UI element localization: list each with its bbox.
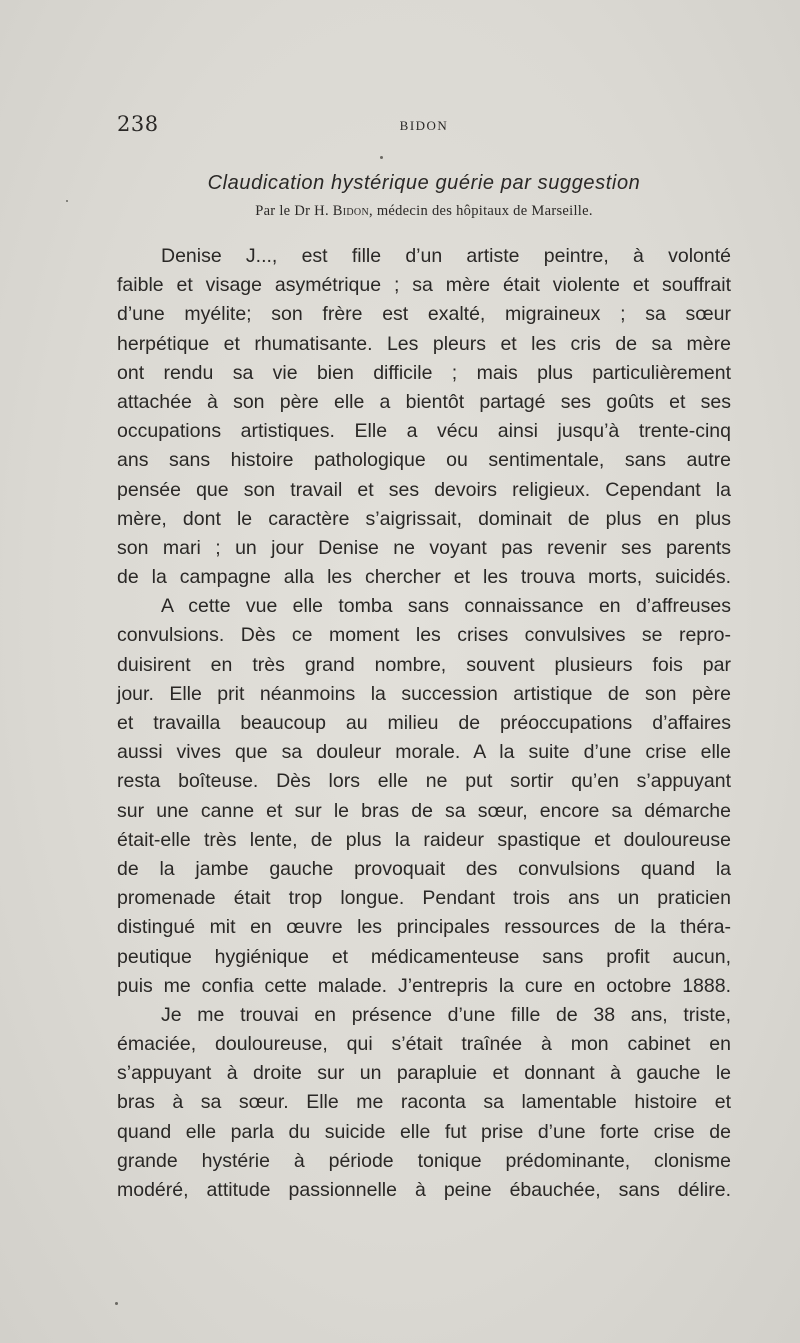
text-line: occupations artistiques. Elle a vécu ainsi jusqu’à trente-cinq [117, 420, 731, 443]
text-line: convulsions. Dès ce moment les crises convulsives se repro- [117, 624, 731, 647]
text-line: s’appuyant à droite sur un parapluie et donnant à gauche le [117, 1062, 731, 1085]
text-line: attachée à son père elle a bientôt partagé ses goûts et ses [117, 390, 731, 413]
text-line: son mari ; un jour Denise ne voyant pas revenir ses parents [117, 536, 731, 559]
page-number: 238 [117, 112, 159, 136]
text-line: ont rendu sa vie bien difficile ; mais plus particulièrement [117, 361, 731, 384]
byline [117, 203, 731, 220]
article-title: Claudication hystérique guérie par suggestion [207, 172, 641, 194]
text-line: aussi vives que sa douleur morale. A la suite d’une crise elle [117, 741, 731, 764]
paper-speck [66, 200, 68, 202]
text-line: faible et visage asymétrique ; sa mère était violente et souffrait [117, 274, 731, 297]
byline-author: Bidon [332, 203, 369, 219]
text-line: ans sans histoire pathologique ou sentimentale, sans autre [117, 449, 731, 472]
text-line: puis me confia cette malade. J’entrepris la cure en octobre 1888. [117, 974, 731, 997]
running-title: BIDON [399, 118, 449, 133]
text-line: resta boîteuse. Dès lors elle ne put sortir qu’en s’appuyant [117, 770, 731, 793]
paper-speck [115, 1302, 118, 1305]
text-line: émaciée, douloureuse, qui s’était traînée à mon cabinet en [117, 1033, 731, 1056]
running-head [117, 112, 731, 142]
text-line: était-elle très lente, de plus la raideur spastique et douloureuse [117, 828, 731, 851]
byline-suffix: , médecin des hôpitaux de Marseille. [368, 203, 593, 219]
byline-prefix: Par le Dr H. [255, 203, 333, 219]
text-line: pensée que son travail et ses devoirs religieux. Cependant la [117, 478, 731, 501]
text-line: A cette vue elle tomba sans connaissance en d’affreuses [161, 595, 731, 618]
text-line: modéré, attitude passionnelle à peine ébauchée, sans délire. [117, 1179, 731, 1201]
text-line: sur une canne et sur le bras de sa sœur, encore sa démarche [117, 799, 731, 822]
text-line: d’une myélite; son frère est exalté, migraineux ; sa sœur [117, 303, 731, 326]
text-line: grande hystérie à période tonique prédominante, clonisme [117, 1149, 731, 1172]
text-line: duisirent en très grand nombre, souvent plusieurs fois par [117, 653, 731, 676]
text-line: mère, dont le caractère s’aigrissait, dominait de plus en plus [117, 507, 731, 530]
text-line: promenade était trop longue. Pendant trois ans un praticien [117, 887, 731, 910]
paper-speck [380, 156, 383, 159]
text-line: et travailla beaucoup au milieu de préoccupations d’affaires [117, 712, 731, 734]
text-line: bras à sa sœur. Elle me raconta sa lamentable histoire et [117, 1091, 731, 1114]
text-line: distingué mit en œuvre les principales ressources de la théra- [117, 916, 731, 939]
text-line: quand elle parla du suicide elle fut prise d’une forte crise de [117, 1120, 731, 1143]
text-line: de la jambe gauche provoquait des convulsions quand la [117, 857, 731, 880]
text-line: herpétique et rhumatisante. Les pleurs et les cris de sa mère [117, 332, 731, 355]
text-line: Denise J..., est fille d’un artiste peintre, à volonté [161, 245, 731, 267]
text-line: de la campagne alla les chercher et les trouva morts, suicidés. [117, 566, 731, 589]
text-line: jour. Elle prit néanmoins la succession artistique de son père [117, 682, 731, 705]
text-line: Je me trouvai en présence d’une fille de 38 ans, triste, [161, 1003, 731, 1026]
body-text [117, 242, 731, 1205]
text-line: peutique hygiénique et médicamenteuse sans profit aucun, [117, 945, 731, 968]
